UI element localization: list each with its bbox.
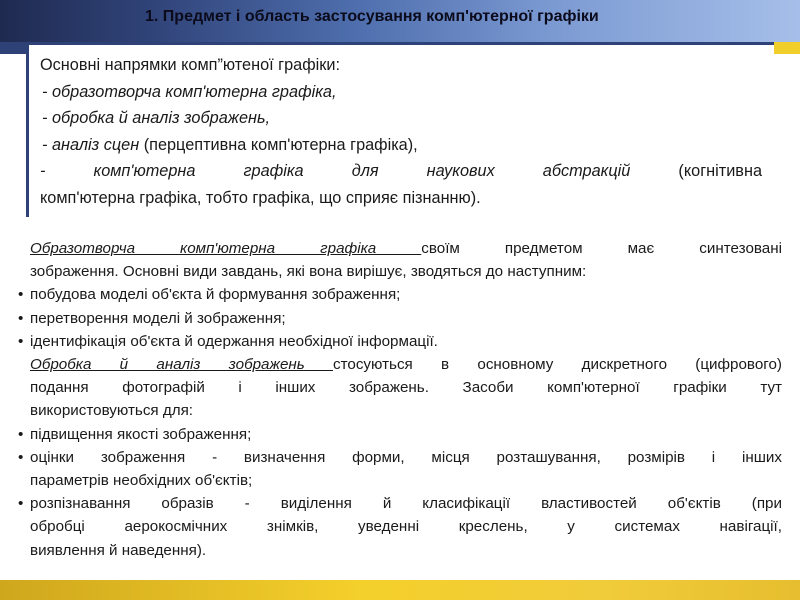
list-item (18, 446, 782, 469)
bullet-icon: • (18, 309, 24, 327)
section1-line: зображення. Основні види завдань, які вона вирішує, зводяться до наступним: (30, 263, 587, 281)
accent-strip (0, 42, 26, 54)
bullet-icon: • (18, 286, 24, 304)
intro-item-note: (перцептивна комп'ютерна графіка), (139, 135, 418, 154)
list-item (18, 307, 782, 330)
intro-item (40, 79, 762, 106)
list-item-text: побудова моделі об'єкта й формування зображення; (30, 286, 401, 304)
section2-text: стосуються в основному дискретного (цифрового) (333, 356, 782, 374)
section1-line (18, 237, 782, 260)
intro-item (40, 132, 762, 159)
slide-title: 1. Предмет і область застосування комп'ютерної графіки (145, 8, 599, 25)
list-item-continuation: обробці аерокосмічних знімків, уведенні креслень, у системах навігації, (30, 518, 782, 536)
bullet-icon: • (18, 495, 24, 513)
list-item-text: ідентифікація об'єкта й одержання необхідної інформації. (30, 332, 438, 350)
intro-item (40, 105, 762, 132)
bullet-icon: • (18, 448, 24, 466)
list-item (18, 283, 782, 306)
intro-block (40, 52, 762, 211)
intro-item (40, 158, 762, 185)
intro-heading: Основні напрямки комп”ютеної графіки: (40, 56, 340, 74)
accent-corner (774, 42, 800, 54)
section2-term: Обробка й аналіз зображень (30, 356, 334, 374)
body-text (18, 237, 782, 562)
section1-term: Образотворча комп'ютерна графіка (30, 240, 422, 257)
list-item-text: перетворення моделі й зображення; (30, 309, 286, 327)
bullet-icon: • (18, 425, 24, 443)
intro-item-note: (когнітивна (630, 162, 762, 180)
list-item-text: розпізнавання образів - виділення й класифікації властивостей об'єктів (при (30, 495, 782, 513)
list-item (18, 330, 782, 353)
section2-line (18, 353, 782, 376)
list-item (18, 423, 782, 446)
intro-item-text: - образотворча комп'ютерна графіка, (42, 82, 337, 101)
list-item-continuation: виявлення й наведення). (30, 541, 207, 559)
header-bar (0, 0, 800, 42)
bullet-icon: • (18, 332, 24, 350)
section1-text: своїм предметом має синтезовані (421, 240, 782, 257)
intro-last-line: комп'ютерна графіка, тобто графіка, що сприяє пізнанню). (40, 188, 481, 207)
list-item (18, 492, 782, 515)
intro-item-text: - обробка й аналіз зображень, (42, 109, 271, 127)
list-item-text: підвищення якості зображення; (30, 425, 252, 443)
intro-item-text: - комп'ютерна графіка для наукових абстракцій (40, 162, 631, 180)
section2-line: використовуються для: (30, 402, 194, 420)
list-item-continuation: параметрів необхідних об'єктів; (30, 472, 253, 490)
list-item-text: оцінки зображення - визначення форми, місця розташування, розмірів і інших (30, 448, 782, 466)
footer-bar (0, 580, 800, 600)
intro-item-text: - аналіз сцен (42, 135, 140, 154)
section2-line: подання фотографій і інших зображень. Засоби комп'ютерної графіки тут (30, 379, 782, 397)
